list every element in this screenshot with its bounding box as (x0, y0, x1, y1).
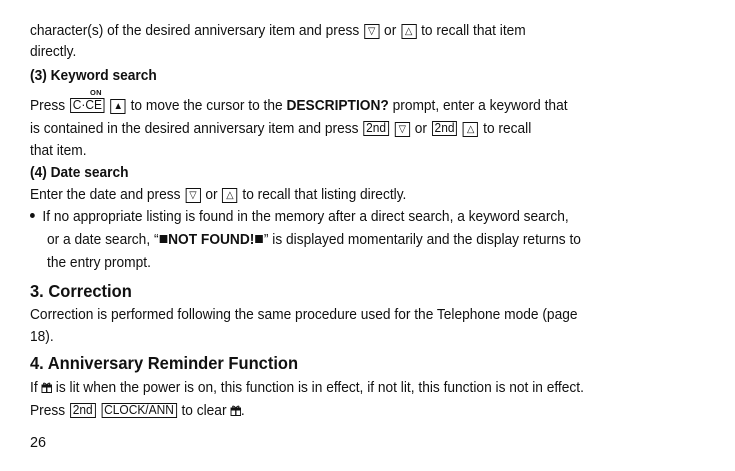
text: . (240, 403, 245, 419)
on-label: ON (90, 88, 102, 97)
down-key: ▽ (185, 188, 200, 203)
text: or a date search, “ (47, 232, 159, 248)
filled-square-icon (255, 235, 263, 243)
second-key: 2nd (432, 121, 458, 136)
gift-icon (41, 381, 52, 393)
text-line-17 (30, 402, 245, 420)
text: to recall that item (421, 23, 526, 39)
text-line-14: 18). (30, 329, 54, 345)
cce-key: C·CE (70, 98, 105, 113)
description-prompt: DESCRIPTION? (286, 98, 389, 114)
page-number: 26 (30, 435, 47, 451)
text-line-1 (30, 22, 526, 40)
heading-correction: 3. Correction (30, 281, 132, 301)
text-line-6: that item. (30, 143, 87, 159)
text: ” is displayed momentarily and the display returns to (263, 232, 581, 248)
heading-date-search: (4) Date search (30, 165, 129, 181)
text-line-9 (30, 208, 569, 226)
text: or (414, 121, 427, 137)
up-key: △ (222, 188, 237, 203)
down-key: ▽ (395, 122, 410, 137)
text: prompt, enter a keyword that (392, 98, 568, 114)
text: If (30, 380, 38, 396)
text: character(s) of the desired anniversary item and press (30, 23, 360, 39)
up-key: △ (401, 24, 416, 39)
text: or (384, 23, 397, 39)
text-line-5 (30, 120, 531, 138)
filled-square-icon (159, 235, 167, 243)
heading-anniversary-reminder: 4. Anniversary Reminder Function (30, 353, 299, 373)
second-key: 2nd (363, 121, 389, 136)
text-line-16 (30, 379, 584, 397)
text-line-4 (30, 97, 568, 115)
text-line-2: directly. (30, 44, 77, 60)
text: Enter the date and press (30, 187, 181, 203)
text: is lit when the power is on, this function is in effect, if not lit, this function is not in effect. (55, 380, 584, 396)
text: is contained in the desired anniversary item and press (30, 121, 359, 137)
text: to clear (181, 403, 227, 419)
up-key: △ (463, 122, 478, 137)
text: to recall (483, 121, 532, 137)
text-line-11: the entry prompt. (47, 255, 151, 271)
heading-keyword-search: (3) Keyword search (30, 68, 157, 84)
text: Press (30, 98, 66, 114)
text: If no appropriate listing is found in the memory after a direct search, a keyword search, (42, 209, 569, 225)
second-key: 2nd (70, 403, 96, 418)
text: or (205, 187, 218, 203)
bullet-icon (30, 213, 35, 218)
text: to recall that listing directly. (242, 187, 407, 203)
text: to move the cursor to the (130, 98, 283, 114)
up-filled-key: ▲ (111, 99, 126, 114)
text-line-10 (47, 231, 581, 249)
clock-ann-key: CLOCK/ANN (101, 403, 176, 418)
text-line-13: Correction is performed following the same procedure used for the Telephone mode (page (30, 307, 578, 323)
text-line-8 (30, 186, 406, 204)
text: Press (30, 403, 66, 419)
gift-icon (230, 404, 241, 416)
not-found-message: NOT FOUND! (168, 232, 255, 248)
down-key: ▽ (364, 24, 379, 39)
